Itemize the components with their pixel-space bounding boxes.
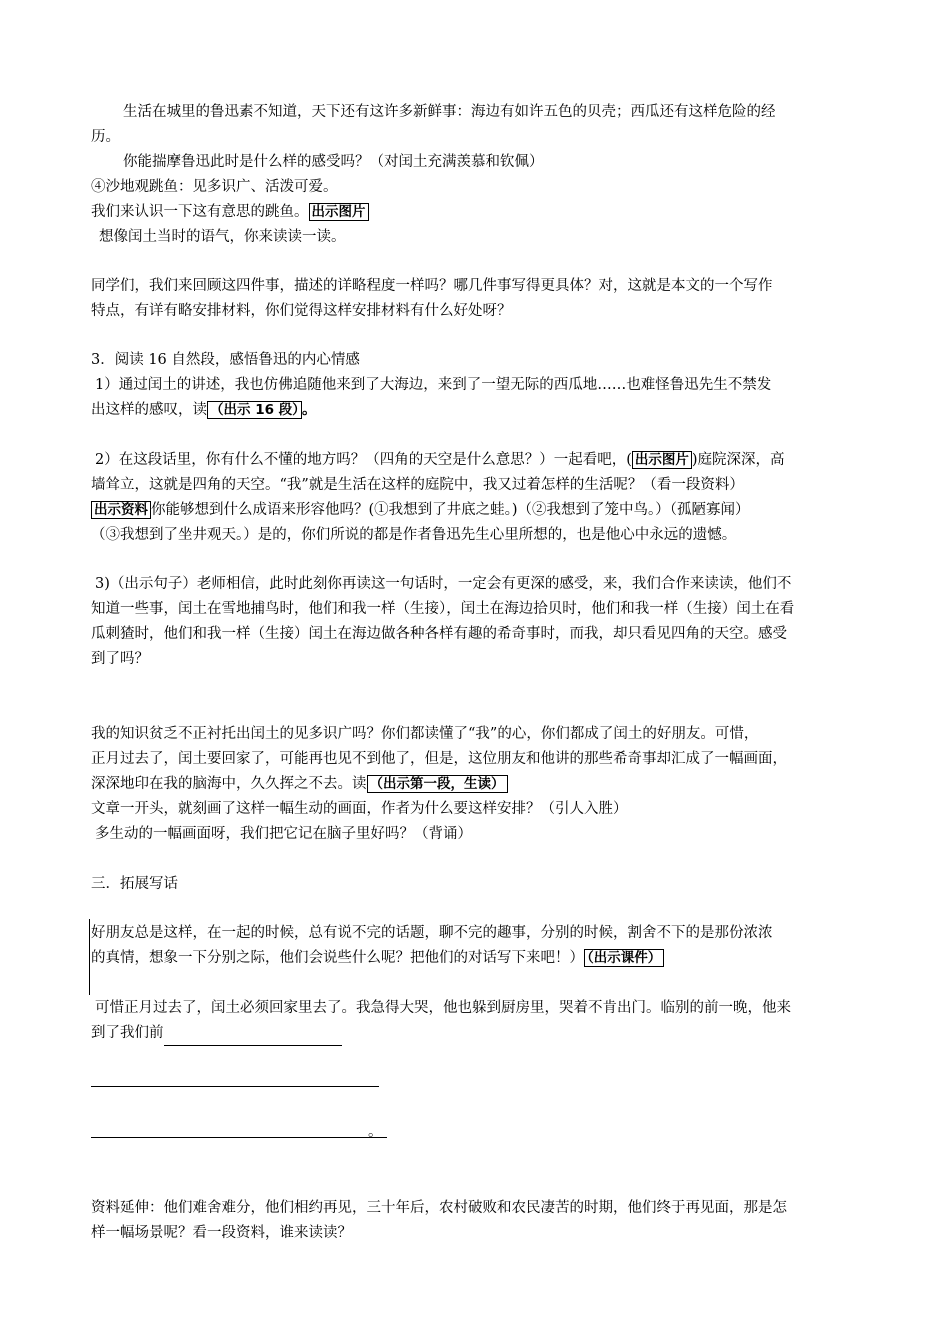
paragraph-line: 特点，有详有略安排材料，你们觉得这样安排材料有什么好处呀？ [91,303,512,319]
show-material-box: 出示资料 [91,501,151,519]
paragraph-line: 知道一些事，闰土在雪地捕鸟时，他们和我一样（生接），闰土在海边拾贝时，他们和我一样（生接）闰土在看 [91,601,795,617]
paragraph-line: 3)（出示句子）老师相信，此时此刻你再读这一句话时，一定会有更深的感受，来，我们合作来读读，他们不 [95,576,792,592]
paragraph-line: 正月过去了，闰土要回家了，可能再也见不到他了，但是，这位朋友和他讲的那些希奇事却汇成了一幅画面， [91,751,787,767]
show-courseware-box: （出示课件） [584,949,664,967]
paragraph-line: 多生动的一幅画面呀，我们把它记在脑子里好吗？（背诵） [95,826,472,842]
text: 。 [301,401,317,418]
fill-in-blank[interactable] [91,1086,379,1087]
text: 到了我们前 [91,1025,164,1041]
paragraph-line: 同学们，我们来回顾这四件事，描述的详略程度一样吗？哪几件事写得更具体？对，这就是本文的一个写作 [91,278,773,294]
paragraph-line [91,946,871,970]
paragraph-line: 好朋友总是这样，在一起的时候，总有说不完的话题，聊不完的趣事，分别的时候，割舍不下的是那份浓浓 [91,925,773,941]
margin-bar [89,919,90,995]
show-paragraph-box: （出示 16 段） [207,401,302,419]
paragraph-line: 资料延伸：他们难舍难分，他们相约再见，三十年后，农村破败和农民凄苦的时期，他们终于再见面，那是怎 [91,1200,787,1216]
text: 的真情，想象一下分别之际，他们会说些什么呢？把他们的对话写下来吧！） [91,950,584,966]
paragraph-line [91,498,871,522]
paragraph-line: （③我想到了坐井观天。）是的，你们所说的都是作者鲁迅先生心里所想的，也是他心中永远的遗憾。 [91,527,737,543]
section-heading: 三．拓展写话 [91,876,178,892]
paragraph-line: 1）通过闰土的讲述，我也仿佛追随他来到了大海边，来到了一望无际的西瓜地……也难怪鲁迅先生不禁发 [95,377,772,393]
text: 出这样的感叹，读 [91,402,207,418]
text: 我们来认识一下这有意思的跳鱼。 [91,204,309,220]
paragraph-line: 可惜正月过去了，闰土必须回家里去了。我急得大哭，他也躲到厨房里，哭着不肯出门。临别的前一晚，他来 [95,1000,791,1016]
paragraph-line [91,448,875,472]
text: 深深地印在我的脑海中，久久挥之不去。读 [91,776,367,792]
paragraph-line [91,772,871,796]
paragraph-line: 墙耸立，这就是四角的天空。“我”就是生活在这样的庭院中，我又过着怎样的生活呢？（看一段资料） [91,477,744,493]
paragraph-line [91,1021,871,1046]
paragraph-line: 我的知识贫乏不正衬托出闰土的见多识广吗？你们都读懂了“我”的心，你们都成了闰土的好朋友。可惜， [91,726,759,742]
paragraph-line: 历。 [91,129,120,145]
list-item: ④沙地观跳鱼：见多识广、活泼可爱。 [91,179,338,195]
paragraph-line: 文章一开头，就刻画了这样一幅生动的画面，作者为什么要这样安排？（引人入胜） [91,801,628,817]
paragraph-line [91,398,871,422]
section-heading: 3．阅读 16 自然段，感悟鲁迅的内心情感 [91,352,360,368]
paragraph-line: 到了吗？ [91,651,149,667]
text: 你能够想到什么成语来形容他吗？(①我想到了井底之蛙。)（②我想到了笼中鸟。）（孤陋寡闻） [151,502,750,518]
paragraph-line: 生活在城里的鲁迅素不知道，天下还有这许多新鲜事：海边有如许五色的贝壳；西瓜还有这样危险的经 [123,104,776,120]
show-picture-box: 出示图片 [632,451,692,469]
paragraph-line: 瓜刺猹时，他们和我一样（生接）闰土在海边做各种各样有趣的希奇事时，而我，却只看见四角的天空。感受 [91,626,787,642]
paragraph-line [91,200,871,224]
period: 。 [368,1124,383,1140]
show-first-paragraph-box: （出示第一段，生读） [367,775,508,793]
show-picture-box: 出示图片 [309,203,369,221]
paragraph-line: 想像闰土当时的语气，你来读读一读。 [99,229,346,245]
paragraph-line: 你能揣摩鲁迅此时是什么样的感受吗？（对闰土充满羡慕和钦佩） [123,154,544,170]
text: )庭院深深，高 [691,452,785,468]
fill-in-blank[interactable] [164,1021,342,1046]
fill-in-blank[interactable] [91,1137,387,1138]
text: 2）在这段话里，你有什么不懂的地方吗？（四角的天空是什么意思？）一起看吧，( [95,452,632,468]
paragraph-line: 样一幅场景呢？看一段资料，谁来读读？ [91,1225,352,1241]
